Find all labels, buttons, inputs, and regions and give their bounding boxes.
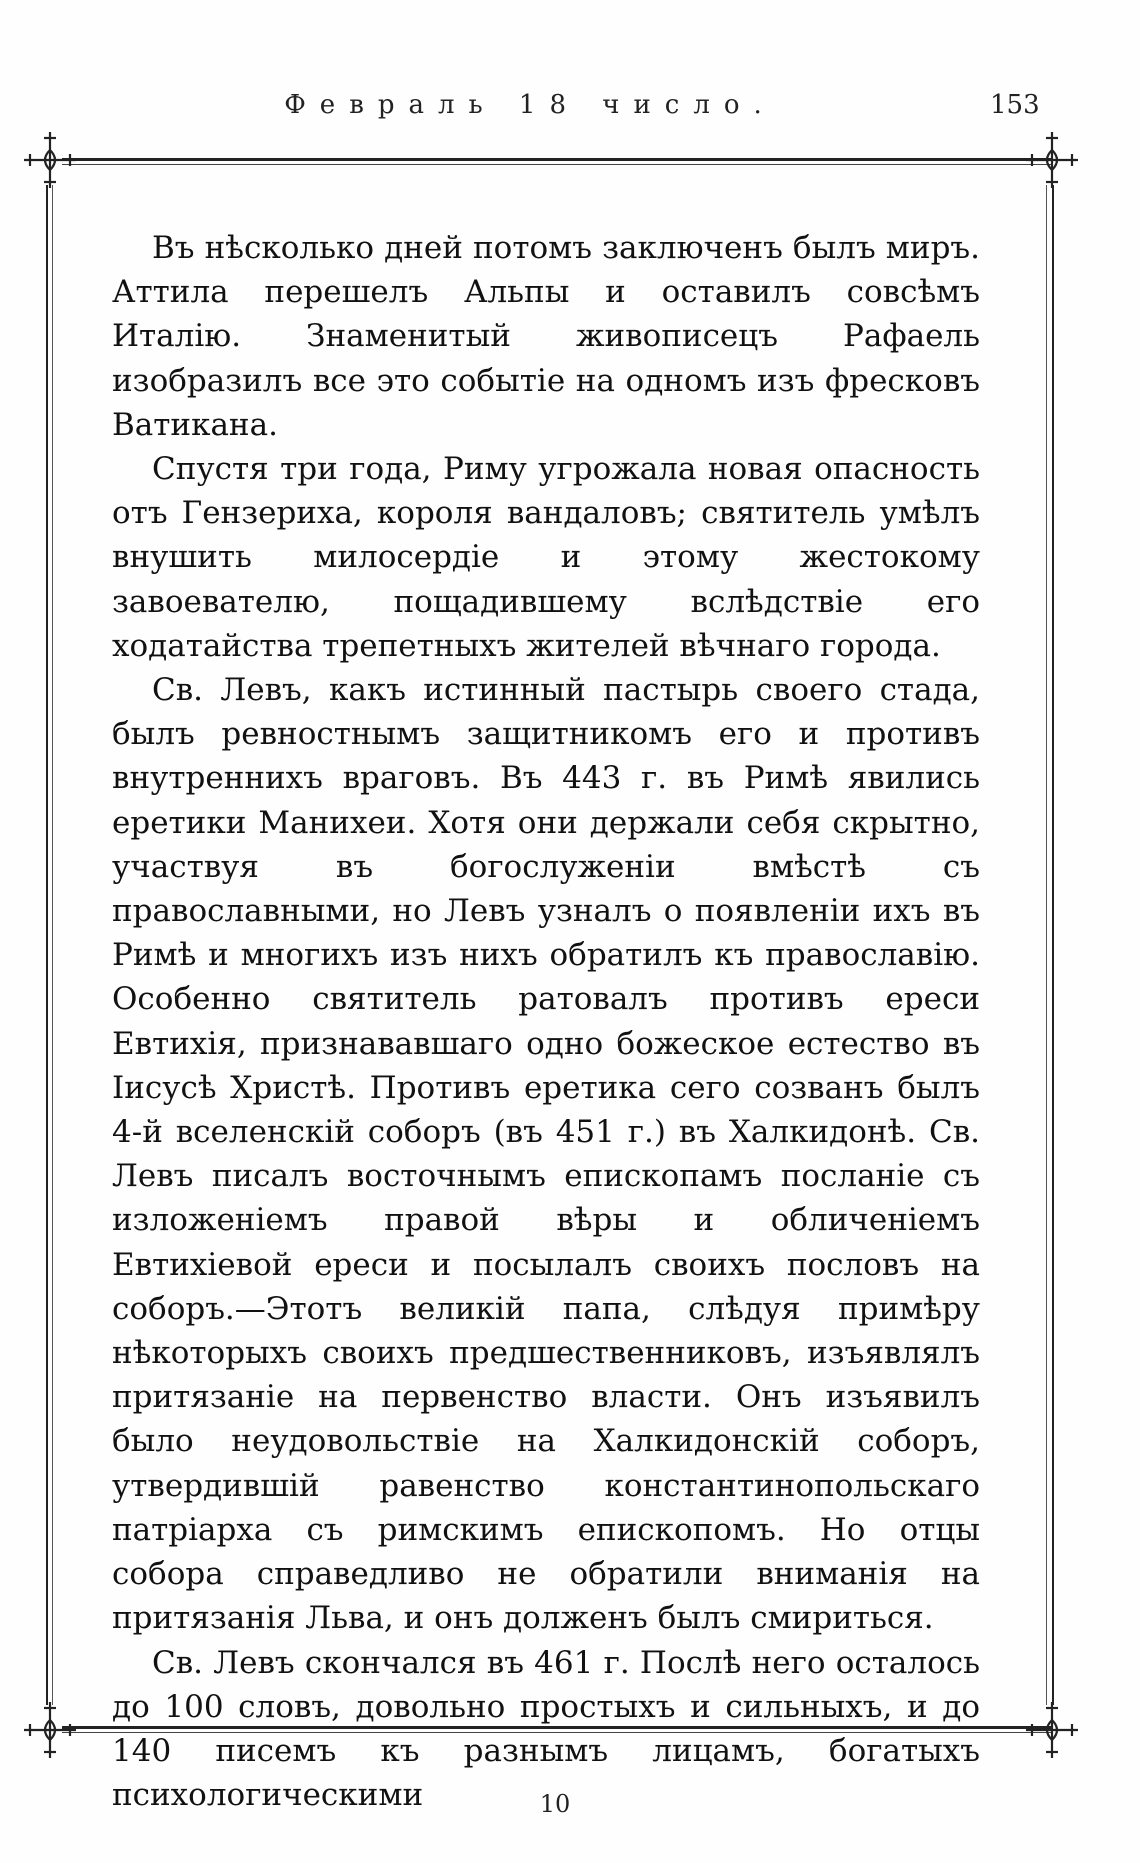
right-frame-rule xyxy=(1052,185,1054,1705)
corner-cross-ornament-bottom-left xyxy=(18,1698,82,1762)
corner-cross-ornament-top-left xyxy=(18,128,82,192)
left-frame-rule xyxy=(46,185,48,1705)
left-frame-rule-inner xyxy=(52,185,53,1705)
corner-cross-ornament-top-right xyxy=(1020,128,1084,192)
running-header-title: Февраль 18 число. xyxy=(284,90,776,120)
page-number: 153 xyxy=(990,90,1040,120)
signature-mark xyxy=(0,1790,1140,1818)
right-frame-rule-inner xyxy=(1046,185,1047,1705)
paragraph-defender-of-faith: Св. Левъ, какъ истинный пастырь своего стада, былъ ревностнымъ защитникомъ его и противъ внутреннихъ враговъ. Въ 443 г. въ Римѣ явились еретики Манихеи. Хотя они держали себя скрытно, участвуя въ богослуженіи вмѣстѣ съ православными, но Левъ узналъ о появленіи ихъ въ Римѣ и многихъ изъ нихъ обратилъ къ православію. Особенно святитель ратовалъ противъ ереси Евтихія, признававшаго одно божеское естество въ Іисусѣ Христѣ. Противъ еретика сего созванъ былъ 4-й вселенскій соборъ (въ 451 г.) въ Халкидонѣ. Св. Левъ писалъ восточнымъ епископамъ посланіе съ изложеніемъ правой вѣры и обличеніемъ Евтихіевой ереси и посылалъ своихъ пословъ на соборъ.—Этотъ великій папа, слѣдуя примѣру нѣкоторыхъ своихъ предшественниковъ, изъявлялъ притязаніе на первенство власти. Онъ изъявилъ было неудовольствіе на Халкидонскій соборъ, утвердившій равенство константинопольскаго патріарха съ римскимъ епископомъ. Но отцы собора справедливо не обратили вниманія на притязанія Льва, и онъ долженъ былъ смириться. xyxy=(112,672,980,1637)
paragraph-genseric: Спустя три года, Риму угрожала новая опасность отъ Гензериха, короля вандаловъ; святитель умѣлъ внушить милосердіе и этому жестокому завоевателю, пощадившему вслѣдствіе его ходатайства трепетныхъ жителей вѣчнаго города. xyxy=(112,451,980,664)
corner-cross-ornament-bottom-right xyxy=(1020,1698,1084,1762)
top-frame-rule xyxy=(62,158,1052,161)
signature-mark-number: 10 xyxy=(539,1790,571,1818)
top-frame-rule-inner xyxy=(62,164,1052,165)
paragraph-peace-with-attila: Въ нѣсколько дней потомъ заключенъ былъ миръ. Аттила перешелъ Альпы и оставилъ совсѣмъ Италію. Знаменитый живописецъ Рафаель изобразилъ все это событіе на одномъ изъ фресковъ Ватикана. xyxy=(112,230,980,443)
main-text-block xyxy=(112,226,980,1817)
paragraph-death-of-leo: Св. Левъ скончался въ 461 г. Послѣ него осталось до 100 словъ, довольно простыхъ и сильныхъ, и до 140 писемъ къ разнымъ лицамъ, богатыхъ психологическими xyxy=(112,1644,980,1814)
